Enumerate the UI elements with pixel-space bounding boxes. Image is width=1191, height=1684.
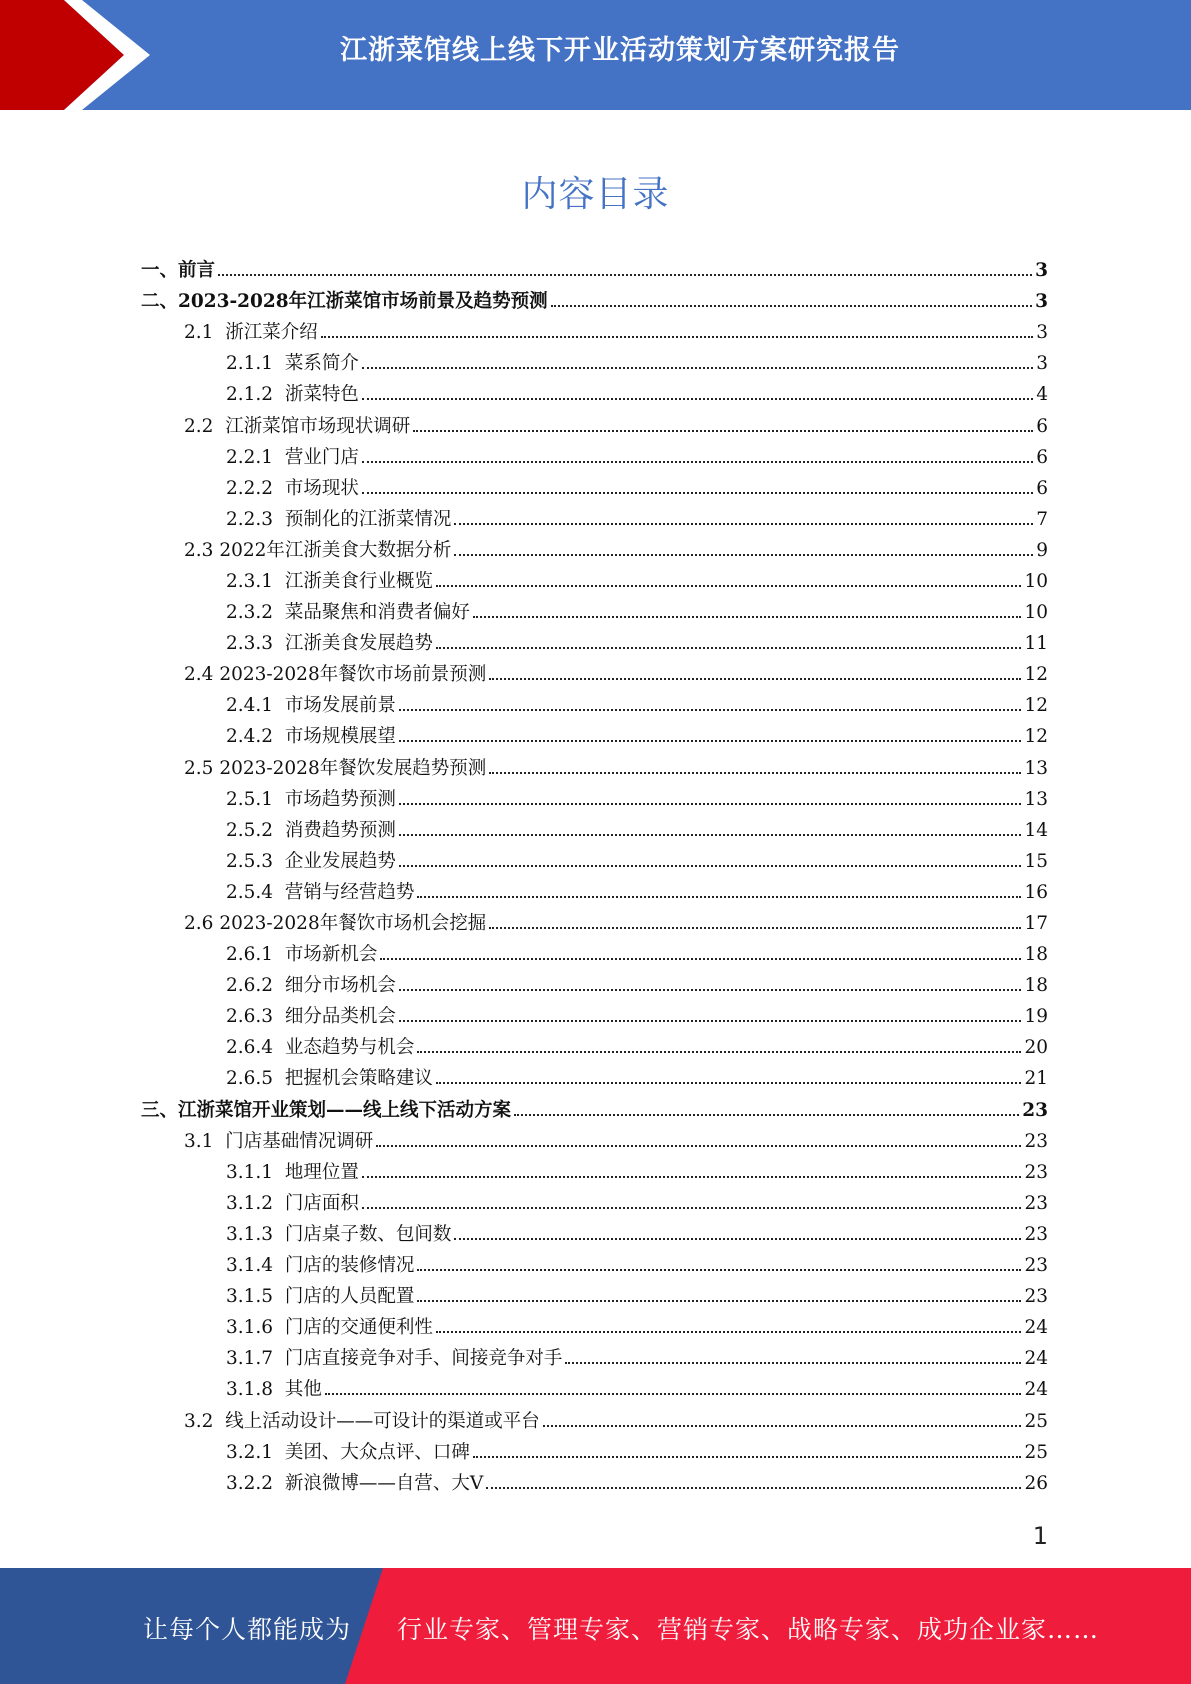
toc-dot-leader xyxy=(399,864,1022,867)
toc-dot-leader xyxy=(362,366,1033,369)
toc-entry-page: 16 xyxy=(1024,881,1048,903)
toc-entry-page: 3 xyxy=(1035,291,1048,313)
toc-entry-title: 市场新机会 xyxy=(284,944,378,966)
toc-entry-page: 23 xyxy=(1022,1099,1048,1121)
toc-entry-number: 3.1 xyxy=(184,1130,226,1152)
toc-dot-leader xyxy=(399,988,1022,991)
toc-entry[interactable] xyxy=(0,1250,1191,1281)
toc-entry-page: 6 xyxy=(1036,415,1048,437)
toc-entry[interactable] xyxy=(0,659,1191,690)
toc-dot-leader xyxy=(436,646,1022,649)
toc-entry[interactable] xyxy=(0,628,1191,659)
toc-dot-leader xyxy=(362,1175,1022,1178)
toc-entry[interactable] xyxy=(0,1405,1191,1436)
toc-entry-title: 美团、大众点评、口碑 xyxy=(284,1441,470,1463)
toc-entry-number: 2.1.2 xyxy=(226,384,285,406)
toc-entry-page: 26 xyxy=(1024,1472,1048,1494)
toc-dot-leader xyxy=(454,522,1033,525)
toc-entry-title: 门店的人员配置 xyxy=(284,1286,415,1308)
toc-entry-number: 2.5.4 xyxy=(226,881,285,903)
toc-entry[interactable] xyxy=(0,504,1191,535)
toc-dot-leader xyxy=(417,895,1021,898)
toc-entry[interactable] xyxy=(0,877,1191,908)
toc-entry-page: 17 xyxy=(1024,913,1048,935)
toc-entry-number: 2.3 xyxy=(184,539,220,561)
toc-dot-leader xyxy=(565,1361,1021,1364)
toc-entry[interactable] xyxy=(0,1188,1191,1219)
toc-entry[interactable] xyxy=(0,597,1191,628)
toc-dot-leader xyxy=(436,584,1022,587)
toc-entry-page: 14 xyxy=(1024,819,1048,841)
toc-entry-number: 2.6 xyxy=(184,913,220,935)
toc-entry[interactable] xyxy=(0,1063,1191,1094)
toc-entry-number: 3.2.1 xyxy=(226,1441,285,1463)
page-number: 1 xyxy=(1032,1522,1048,1550)
toc-entry[interactable] xyxy=(0,566,1191,597)
toc-entry[interactable] xyxy=(0,784,1191,815)
toc-entry-title: 前言 xyxy=(178,260,216,282)
toc-entry-page: 11 xyxy=(1024,633,1048,655)
toc-entry-page: 10 xyxy=(1024,570,1048,592)
toc-entry[interactable] xyxy=(0,721,1191,752)
toc-entry-number: 2.2.3 xyxy=(226,508,285,530)
toc-entry-page: 23 xyxy=(1024,1192,1048,1214)
footer-band xyxy=(0,1568,1191,1684)
toc-entry-page: 21 xyxy=(1024,1068,1048,1090)
toc-entry-number: 2.1.1 xyxy=(226,353,285,375)
toc-entry-page: 24 xyxy=(1024,1317,1048,1339)
toc-entry-number: 2.6.2 xyxy=(226,975,285,997)
toc-entry-number: 2.2 xyxy=(184,415,226,437)
toc-entry[interactable] xyxy=(0,1095,1191,1126)
toc-entry[interactable] xyxy=(0,286,1191,317)
toc-entry[interactable] xyxy=(0,379,1191,410)
toc-entry-title: 市场规模展望 xyxy=(284,726,396,748)
toc-dot-leader xyxy=(473,615,1022,618)
toc-entry[interactable] xyxy=(0,1032,1191,1063)
toc-entry-page: 6 xyxy=(1036,477,1048,499)
toc-entry[interactable] xyxy=(0,255,1191,286)
toc-entry-title: 营销与经营趋势 xyxy=(284,881,415,903)
toc-entry[interactable] xyxy=(0,1374,1191,1405)
toc-entry-title: 细分品类机会 xyxy=(284,1006,396,1028)
toc-entry-number: 2.4 xyxy=(184,664,220,686)
toc-entry-title: 企业发展趋势 xyxy=(284,850,396,872)
toc-dot-leader xyxy=(486,1486,1021,1489)
toc-entry-title: 业态趋势与机会 xyxy=(284,1037,415,1059)
toc-entry-title: 浙江菜介绍 xyxy=(225,322,318,344)
toc-entry-page: 12 xyxy=(1024,695,1048,717)
toc-dot-leader xyxy=(489,771,1021,774)
toc-dot-leader xyxy=(399,802,1022,805)
toc-entry-title: 新浪微博——自营、大V xyxy=(284,1472,484,1494)
toc-entry-page: 9 xyxy=(1036,539,1048,561)
toc-entry-number: 3.2 xyxy=(184,1410,226,1432)
toc-entry-title: 门店的交通便利性 xyxy=(284,1317,433,1339)
toc-entry-number: 3.2.2 xyxy=(226,1472,285,1494)
toc-entry-page: 18 xyxy=(1024,944,1048,966)
toc-dot-leader xyxy=(473,1455,1022,1458)
toc-entry-page: 6 xyxy=(1036,446,1048,468)
toc-entry-page: 23 xyxy=(1024,1255,1048,1277)
toc-entry-title: 细分市场机会 xyxy=(284,975,396,997)
toc-dot-leader xyxy=(399,708,1022,711)
toc-dot-leader xyxy=(514,1113,1019,1116)
toc-dot-leader xyxy=(362,397,1033,400)
toc-entry-number: 2.3.3 xyxy=(226,633,285,655)
toc-entry-title: 市场发展前景 xyxy=(284,695,396,717)
toc-entry-number: 2.6.3 xyxy=(226,1006,285,1028)
toc-dot-leader xyxy=(454,553,1033,556)
toc-entry-title: 2023-2028年江浙菜馆市场前景及趋势预测 xyxy=(178,291,548,313)
toc-entry-number: 2.6.5 xyxy=(226,1068,285,1090)
toc-entry[interactable] xyxy=(0,1312,1191,1343)
toc-entry-number: 3.1.4 xyxy=(226,1255,285,1277)
toc-entry-page: 13 xyxy=(1024,788,1048,810)
toc-entry-title: 线上活动设计——可设计的渠道或平台 xyxy=(225,1410,540,1432)
toc-dot-leader xyxy=(436,1330,1022,1333)
toc-entry[interactable] xyxy=(0,753,1191,784)
toc-dot-leader xyxy=(218,273,1032,276)
toc-entry-number: 三、 xyxy=(141,1099,179,1121)
toc-entry[interactable] xyxy=(0,1001,1191,1032)
toc-entry-title: 江浙菜馆开业策划——线上线下活动方案 xyxy=(178,1099,512,1121)
toc-entry-title: 菜系简介 xyxy=(284,353,359,375)
toc-entry-page: 3 xyxy=(1036,322,1048,344)
toc-entry-title: 菜品聚焦和消费者偏好 xyxy=(284,602,470,624)
toc-entry[interactable] xyxy=(0,442,1191,473)
toc-dot-leader xyxy=(489,677,1021,680)
toc-entry-title: 2022年江浙美食大数据分析 xyxy=(219,539,452,561)
toc-entry-title: 其他 xyxy=(284,1379,322,1401)
toc-entry-page: 23 xyxy=(1024,1161,1048,1183)
toc-entry-number: 2.5 xyxy=(184,757,220,779)
toc-entry-title: 门店直接竞争对手、间接竞争对手 xyxy=(284,1348,563,1370)
toc-dot-leader xyxy=(417,1268,1021,1271)
toc-dot-leader xyxy=(380,957,1021,960)
toc-entry[interactable] xyxy=(0,939,1191,970)
footer-slogan-right: 行业专家、管理专家、营销专家、战略专家、成功企业家…… xyxy=(397,1615,1100,1644)
toc-entry-number: 2.5.3 xyxy=(226,850,285,872)
toc-entry-number: 2.6.1 xyxy=(226,944,285,966)
toc-entry[interactable] xyxy=(0,317,1191,348)
toc-entry-page: 23 xyxy=(1024,1130,1048,1152)
toc-dot-leader xyxy=(551,304,1032,307)
toc-entry-page: 12 xyxy=(1024,726,1048,748)
footer-slogan-left: 让每个人都能成为 xyxy=(143,1615,352,1644)
toc-entry-page: 20 xyxy=(1024,1037,1048,1059)
toc-entry-page: 12 xyxy=(1024,664,1048,686)
toc-dot-leader xyxy=(376,1144,1021,1147)
toc-dot-leader xyxy=(454,1237,1021,1240)
toc-entry-title: 2023-2028年餐饮发展趋势预测 xyxy=(219,757,487,779)
toc-dot-leader xyxy=(362,1206,1022,1209)
toc-entry-number: 3.1.2 xyxy=(226,1192,285,1214)
toc-entry[interactable] xyxy=(0,410,1191,441)
toc-entry-title: 预制化的江浙菜情况 xyxy=(284,508,452,530)
toc-dot-leader xyxy=(362,491,1033,494)
toc-entry[interactable] xyxy=(0,970,1191,1001)
toc-entry-number: 3.1.1 xyxy=(226,1161,285,1183)
toc-entry-page: 25 xyxy=(1024,1441,1048,1463)
toc-entry-number: 3.1.5 xyxy=(226,1286,285,1308)
toc-entry-title: 门店面积 xyxy=(284,1192,359,1214)
toc-entry-title: 2023-2028年餐饮市场前景预测 xyxy=(219,664,487,686)
toc-entry[interactable] xyxy=(0,908,1191,939)
toc-entry-title: 2023-2028年餐饮市场机会挖掘 xyxy=(219,913,487,935)
toc-entry-title: 江浙美食发展趋势 xyxy=(284,633,433,655)
toc-dot-leader xyxy=(321,335,1034,338)
toc-entry-title: 江浙美食行业概览 xyxy=(284,570,433,592)
toc-dot-leader xyxy=(399,1019,1022,1022)
toc-dot-leader xyxy=(413,429,1033,432)
toc-entry-title: 浙菜特色 xyxy=(284,384,359,406)
toc-entry[interactable] xyxy=(0,348,1191,379)
header-arrow-decoration xyxy=(0,0,160,110)
toc-entry[interactable] xyxy=(0,1343,1191,1374)
toc-dot-leader xyxy=(543,1424,1022,1427)
toc-entry[interactable] xyxy=(0,690,1191,721)
toc-dot-leader xyxy=(362,460,1033,463)
toc-dot-leader xyxy=(436,1081,1022,1084)
toc-entry-number: 2.5.2 xyxy=(226,819,285,841)
toc-entry-title: 地理位置 xyxy=(284,1161,359,1183)
toc-entry-title: 门店基础情况调研 xyxy=(225,1130,374,1152)
toc-entry-page: 10 xyxy=(1024,602,1048,624)
toc-dot-leader xyxy=(399,739,1022,742)
toc-entry-title: 门店的装修情况 xyxy=(284,1255,415,1277)
report-title: 江浙菜馆线上线下开业活动策划方案研究报告 xyxy=(340,35,900,66)
toc-entry[interactable] xyxy=(0,1126,1191,1157)
toc-entry-number: 2.4.2 xyxy=(226,726,285,748)
toc-entry[interactable] xyxy=(0,846,1191,877)
toc-entry-title: 门店桌子数、包间数 xyxy=(284,1223,452,1245)
toc-heading: 内容目录 xyxy=(521,174,670,215)
toc-entry-page: 24 xyxy=(1024,1379,1048,1401)
toc-entry[interactable] xyxy=(0,1437,1191,1468)
toc-entry-page: 19 xyxy=(1024,1006,1048,1028)
toc-entry-number: 一、 xyxy=(141,260,179,282)
toc-entry[interactable] xyxy=(0,1219,1191,1250)
table-of-contents xyxy=(0,255,1191,1499)
toc-entry[interactable] xyxy=(0,815,1191,846)
toc-entry-title: 把握机会策略建议 xyxy=(284,1068,433,1090)
toc-entry-number: 2.3.2 xyxy=(226,602,285,624)
toc-entry-title: 营业门店 xyxy=(284,446,359,468)
toc-entry-page: 3 xyxy=(1035,260,1048,282)
toc-entry-title: 市场趋势预测 xyxy=(284,788,396,810)
toc-entry-page: 23 xyxy=(1024,1223,1048,1245)
toc-dot-leader xyxy=(417,1050,1021,1053)
toc-dot-leader xyxy=(399,833,1022,836)
toc-entry-title: 江浙菜馆市场现状调研 xyxy=(225,415,411,437)
header-band xyxy=(0,0,1191,110)
toc-entry[interactable] xyxy=(0,1468,1191,1499)
toc-entry-number: 二、 xyxy=(141,291,179,313)
toc-entry-number: 2.2.2 xyxy=(226,477,285,499)
toc-entry-page: 23 xyxy=(1024,1286,1048,1308)
toc-entry-number: 2.5.1 xyxy=(226,788,285,810)
toc-entry-page: 24 xyxy=(1024,1348,1048,1370)
toc-entry-title: 消费趋势预测 xyxy=(284,819,396,841)
toc-entry-page: 25 xyxy=(1024,1410,1048,1432)
toc-entry-number: 3.1.6 xyxy=(226,1317,285,1339)
toc-entry-page: 7 xyxy=(1036,508,1048,530)
toc-entry-number: 2.1 xyxy=(184,322,226,344)
toc-dot-leader xyxy=(325,1392,1022,1395)
toc-entry-number: 3.1.7 xyxy=(226,1348,285,1370)
toc-entry-number: 3.1.8 xyxy=(226,1379,285,1401)
toc-entry[interactable] xyxy=(0,1157,1191,1188)
toc-entry-number: 2.6.4 xyxy=(226,1037,285,1059)
toc-entry-page: 3 xyxy=(1036,353,1048,375)
toc-entry-page: 13 xyxy=(1024,757,1048,779)
toc-entry-page: 15 xyxy=(1024,850,1048,872)
toc-entry-page: 18 xyxy=(1024,975,1048,997)
toc-entry-title: 市场现状 xyxy=(284,477,359,499)
toc-entry[interactable] xyxy=(0,473,1191,504)
toc-dot-leader xyxy=(417,1299,1021,1302)
toc-entry-page: 4 xyxy=(1036,384,1048,406)
toc-entry-number: 2.3.1 xyxy=(226,570,285,592)
toc-entry-number: 2.4.1 xyxy=(226,695,285,717)
toc-entry-number: 2.2.1 xyxy=(226,446,285,468)
toc-dot-leader xyxy=(489,926,1021,929)
toc-entry-number: 3.1.3 xyxy=(226,1223,285,1245)
toc-entry[interactable] xyxy=(0,1281,1191,1312)
toc-entry[interactable] xyxy=(0,535,1191,566)
